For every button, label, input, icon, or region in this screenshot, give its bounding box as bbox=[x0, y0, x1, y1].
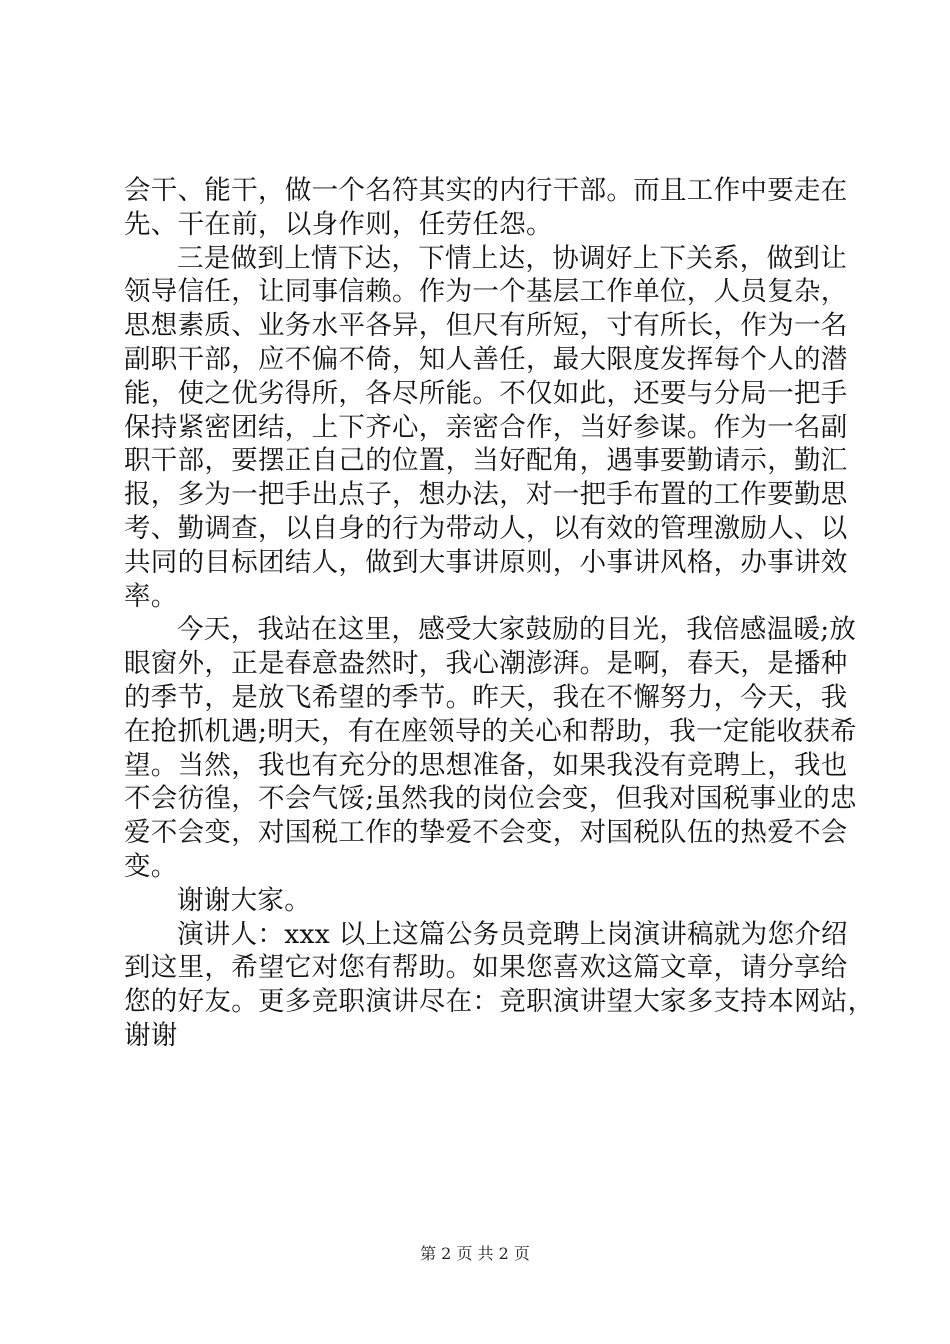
text-line: 率。 bbox=[124, 580, 178, 612]
text-line: 三是做到上情下达，下情上达，协调好上下关系，做到让 bbox=[177, 242, 847, 274]
text-line: 副职干部，应不偏不倚，知人善任，最大限度发挥每个人的潜 bbox=[124, 343, 848, 375]
text-line: 今天，我站在这里，感受大家鼓励的目光，我倍感温暖;放 bbox=[177, 614, 857, 646]
text-line: 领导信任，让同事信赖。作为一个基层工作单位，人员复杂， bbox=[124, 276, 848, 308]
text-line: 变。 bbox=[124, 850, 178, 882]
text-line: 保持紧密团结，上下齐心，亲密合作，当好参谋。作为一名副 bbox=[124, 411, 848, 443]
text-line: 能，使之优劣得所，各尽所能。不仅如此，还要与分局一把手 bbox=[124, 377, 848, 409]
text-line: 谢谢大家。 bbox=[177, 884, 311, 916]
text-line: 不会彷徨，不会气馁;虽然我的岗位会变，但我对国税事业的忠 bbox=[124, 783, 857, 815]
text-line: 到这里，希望它对您有帮助。如果您喜欢这篇文章，请分享给 bbox=[124, 952, 848, 984]
text-line: 报，多为一把手出点子，想办法，对一把手布置的工作要勤思 bbox=[124, 479, 848, 511]
text-line: 考、勤调查，以自身的行为带动人，以有效的管理激励人、以 bbox=[124, 512, 848, 544]
text-line: 的季节，是放飞希望的季节。昨天，我在不懈努力，今天，我 bbox=[124, 681, 848, 713]
text-line: 会干、能干，做一个名符其实的内行干部。而且工作中要走在 bbox=[124, 175, 848, 206]
text-line: 您的好友。更多竞职演讲尽在：竞职演讲望大家多支持本网站， bbox=[124, 986, 875, 1018]
text-line: 谢谢 bbox=[124, 1019, 178, 1051]
page-footer bbox=[0, 1244, 950, 1264]
text-line: 望。当然，我也有充分的思想准备，如果我没有竞聘上，我也 bbox=[124, 749, 848, 781]
text-line: 眼窗外，正是春意盎然时，我心潮澎湃。是啊，春天，是播种 bbox=[124, 648, 848, 680]
text-line: 在抢抓机遇;明天，有在座领导的关心和帮助，我一定能收获希 bbox=[124, 715, 857, 747]
text-line: 先、干在前，以身作则，任劳任怨。 bbox=[124, 208, 553, 240]
text-line: 思想素质、业务水平各异，但尺有所短，寸有所长，作为一名 bbox=[124, 310, 848, 342]
text-line: 共同的目标团结人，做到大事讲原则，小事讲风格，办事讲效 bbox=[124, 546, 848, 578]
text-line: 爱不会变，对国税工作的挚爱不会变，对国税队伍的热爱不会 bbox=[124, 817, 848, 849]
page-number-label: 第 2 页 共 2 页 bbox=[420, 1244, 530, 1263]
document-body bbox=[124, 174, 875, 1053]
text-line: 职干部，要摆正自己的位置，当好配角，遇事要勤请示，勤汇 bbox=[124, 445, 848, 477]
text-line: 演讲人：xxx 以上这篇公务员竞聘上岗演讲稿就为您介绍 bbox=[177, 918, 848, 950]
